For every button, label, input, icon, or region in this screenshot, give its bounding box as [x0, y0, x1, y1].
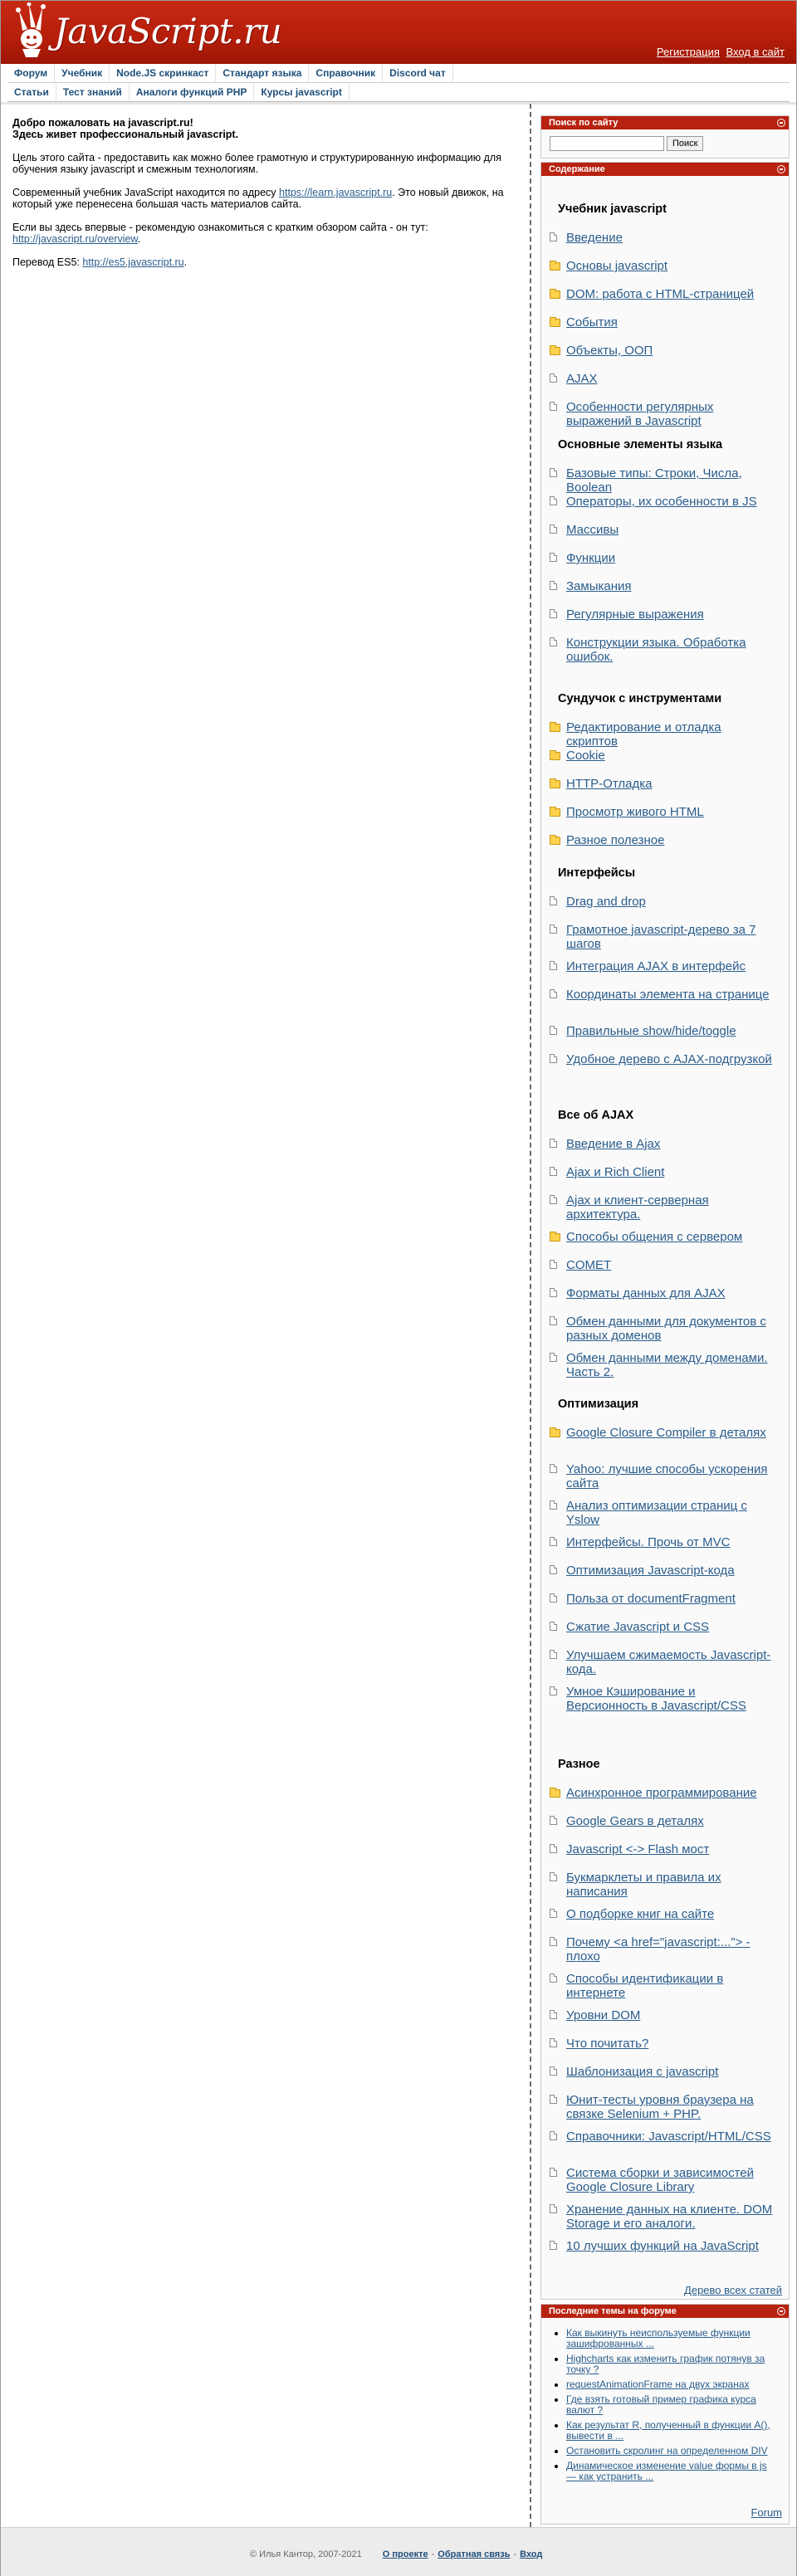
copyright: © Илья Кантор, 2007-2021 — [250, 2549, 362, 2559]
folder-icon — [550, 1233, 560, 1242]
forum-topic-link[interactable]: Остановить скролинг на определенном DIV — [566, 2445, 768, 2456]
toc-item-link[interactable]: 10 лучших функций на JavaScript — [566, 2239, 759, 2253]
page-icon — [550, 2168, 557, 2177]
learn-link[interactable]: https://learn.javascript.ru — [279, 187, 393, 198]
search-block — [540, 115, 790, 159]
toc-item-link[interactable]: Интеграция AJAX в интерфейс — [566, 959, 746, 973]
login-link[interactable]: Вход в сайт — [726, 46, 785, 58]
main-content — [12, 117, 519, 280]
welcome-text: Добро пожаловать на javascript.ru! Здесь живет профессиональный javascript. — [12, 117, 239, 140]
toc-item-link[interactable]: Хранение данных на клиенте. DOM Storage и его аналоги. — [566, 2203, 773, 2231]
toc-item-link[interactable]: Асинхронное программирование — [566, 1786, 757, 1800]
forum-block-header: Последние темы на форуме — [541, 2305, 789, 2318]
page-icon — [550, 553, 557, 562]
menu-item-nodejs[interactable]: Node.JS скринкаст — [110, 64, 216, 82]
toc-item-link[interactable]: Грамотное javascript-дерево за 7 шагов — [566, 923, 756, 951]
page-icon — [550, 1464, 557, 1473]
toc-item-link[interactable]: Cookie — [566, 749, 605, 763]
menu-item-tutorial[interactable]: Учебник — [55, 64, 110, 82]
page-icon — [550, 1650, 557, 1659]
collapse-icon[interactable] — [777, 165, 785, 173]
menu-item-reference[interactable]: Справочник — [309, 64, 383, 82]
page-icon — [550, 1937, 557, 1946]
toc-item-link[interactable]: Операторы, их особенности в JS — [566, 495, 757, 509]
toc-item-link[interactable]: Букмарклеты и правила их написания — [566, 1871, 721, 1899]
list-item — [566, 2420, 789, 2442]
page-icon — [550, 496, 557, 505]
toc-section-title: Разное — [558, 1758, 600, 1771]
toc-item-link[interactable]: Шаблонизация с javascript — [566, 2065, 719, 2079]
menu-item-articles[interactable]: Статьи — [7, 83, 56, 101]
folder-icon — [550, 262, 560, 271]
page-icon — [550, 637, 557, 646]
search-button[interactable]: Поиск — [667, 136, 703, 151]
toc-item-link[interactable]: Разное полезное — [566, 833, 665, 847]
forum-topic-link[interactable]: Как выкинуть неиспользуемые функции зашифрованных ... — [566, 2327, 751, 2349]
page-icon — [550, 232, 557, 242]
list-item — [566, 2446, 789, 2456]
page-icon — [550, 2038, 557, 2047]
toc-item-link[interactable]: Основы javascript — [566, 259, 668, 273]
site-logo[interactable] — [11, 2, 282, 61]
toc-item-link[interactable]: Справочники: Javascript/HTML/CSS — [566, 2130, 771, 2144]
overview-link[interactable]: http://javascript.ru/overview — [12, 233, 138, 245]
tutorial-paragraph: Современный учебник JavaScript находится по адресу https://learn.javascript.ru. Это новый движок, на который уже перенесена большая часть материалов сайта. — [12, 187, 504, 210]
toc-item-link[interactable]: Регулярные выражения — [566, 607, 704, 622]
folder-icon — [550, 1789, 560, 1798]
overview-paragraph: Если вы здесь впервые - рекомендую ознакомиться с кратким обзором сайта - он тут: http://javascript.ru/overview. — [12, 222, 428, 245]
register-link[interactable]: Регистрация — [656, 46, 720, 58]
toc-item-link[interactable]: Замыкания — [566, 579, 632, 593]
toc-item-link[interactable]: Удобное дерево с AJAX-подгрузкой — [566, 1052, 772, 1066]
toc-item-link[interactable]: Функции — [566, 551, 616, 565]
menu-item-quiz[interactable]: Тест знаний — [56, 83, 130, 101]
page-icon — [550, 2010, 557, 2019]
toc-section-title: Оптимизация — [558, 1398, 639, 1411]
toc-item-link[interactable]: Почему <a href="javascript:..."> - плохо — [566, 1935, 751, 1964]
toc-item-link[interactable]: Сжатие Javascript и CSS — [566, 1620, 710, 1634]
folder-icon — [550, 1429, 560, 1437]
menu-divider — [1, 102, 796, 105]
column-divider — [530, 104, 531, 2527]
toc-item-link[interactable]: Google Gears в деталях — [566, 1814, 704, 1828]
site-footer: © Илья Кантор, 2007-2021 О проекте - Обратная связь - Вход — [1, 2527, 796, 2576]
forum-topic-link[interactable]: Где взять готовый пример графика курса валют ? — [566, 2393, 756, 2416]
menu-item-forum[interactable]: Форум — [7, 64, 55, 82]
jester-hat-icon — [11, 2, 57, 61]
search-input[interactable] — [550, 136, 664, 151]
page-icon — [550, 989, 557, 998]
folder-icon — [550, 780, 560, 788]
toc-item-link[interactable]: Правильные show/hide/toggle — [566, 1024, 736, 1038]
page-icon — [550, 1593, 557, 1603]
page-icon — [550, 1139, 557, 1148]
page-icon — [550, 1537, 557, 1546]
toc-item-link[interactable]: HTTP-Отладка — [566, 777, 653, 791]
page-icon — [550, 1844, 557, 1853]
toc-item-link[interactable]: Координаты элемента на странице — [566, 988, 770, 1002]
toc-item-link[interactable]: Уровни DOM — [566, 2008, 641, 2022]
forum-topic-list — [541, 2328, 789, 2482]
page-icon — [550, 1816, 557, 1825]
toc-item-link[interactable]: Способы общения с сервером — [566, 1230, 743, 1244]
forum-link[interactable]: Forum — [751, 2506, 782, 2519]
page-icon — [550, 468, 557, 477]
secondary-menu — [7, 83, 790, 102]
site-header — [1, 1, 796, 64]
menu-item-discord[interactable]: Discord чат — [383, 64, 453, 82]
toc-item-link[interactable]: Объекты, ООП — [566, 344, 653, 358]
page-icon — [550, 2241, 557, 2250]
page-icon — [550, 961, 557, 970]
page-icon — [550, 1622, 557, 1631]
page-icon — [550, 1195, 557, 1204]
toc-item-link[interactable]: Yahoo: лучшие способы ускорения сайта — [566, 1462, 768, 1490]
page-icon — [550, 581, 557, 590]
page-icon — [550, 609, 557, 618]
list-item — [566, 2354, 789, 2375]
feedback-link[interactable]: Обратная связь — [438, 2549, 511, 2559]
collapse-icon[interactable] — [777, 119, 785, 127]
toc-item-link[interactable]: Юнит-тесты уровня браузера на связке Selenium + PHP. — [566, 2093, 754, 2121]
toc-item-link[interactable]: Google Closure Compiler в деталях — [566, 1426, 766, 1440]
toc-item-link[interactable]: Система сборки и зависимостей Google Closure Library — [566, 2166, 755, 2194]
toc-item-link[interactable]: Drag and drop — [566, 895, 646, 909]
logo-text: JavaScript.ru — [54, 11, 282, 51]
page-icon — [550, 1973, 557, 1983]
primary-menu — [7, 64, 790, 83]
folder-icon — [550, 347, 560, 355]
toc-item-link[interactable]: Редактирование и отладка скриптов — [566, 720, 721, 749]
page-icon — [550, 1054, 557, 1063]
footer-login-link[interactable]: Вход — [520, 2549, 543, 2559]
folder-icon — [550, 290, 560, 299]
collapse-icon[interactable] — [777, 2307, 785, 2315]
toc-item-link[interactable]: Базовые типы: Строки, Числа, Boolean — [566, 466, 742, 495]
page-icon — [550, 1500, 557, 1510]
folder-icon — [550, 808, 560, 817]
toc-item-link[interactable]: Javascript <-> Flash мост — [566, 1842, 710, 1856]
toc-item-link[interactable]: Просмотр живого HTML — [566, 805, 704, 819]
toc-item-link[interactable]: События — [566, 315, 618, 329]
menu-item-standard[interactable]: Стандарт языка — [216, 64, 309, 82]
forum-topic-link[interactable]: Как результат R, полученный в функции A(), вывести в ... — [566, 2419, 770, 2442]
page-icon — [550, 373, 557, 383]
toc-item-link[interactable]: Интерфейсы. Прочь от MVC — [566, 1535, 731, 1549]
es5-link[interactable]: http://es5.javascript.ru — [82, 256, 184, 268]
toc-item-link[interactable]: Массивы — [566, 523, 619, 537]
toc-item-link[interactable]: Ajax и Rich Client — [566, 1165, 665, 1179]
toc-item-link[interactable]: Введение — [566, 231, 623, 245]
toc-item-link[interactable]: AJAX — [566, 372, 598, 386]
toc-item-link[interactable]: Ajax и клиент-серверная архитектура. — [566, 1193, 709, 1222]
page-icon — [550, 2095, 557, 2104]
page-icon — [550, 1353, 557, 1362]
all-articles-link[interactable]: Дерево всех статей — [684, 2284, 782, 2296]
toc-item-link[interactable]: Форматы данных для AJAX — [566, 1286, 726, 1300]
page-icon — [550, 925, 557, 934]
toc-section-title: Учебник javascript — [558, 202, 667, 216]
list-item — [566, 2394, 789, 2416]
toc-item-link[interactable]: Обмен данными между доменами. Часть 2. — [566, 1351, 768, 1379]
page-icon — [550, 1288, 557, 1297]
toc-block — [540, 162, 790, 2300]
menu-item-courses[interactable]: Курсы javascript — [254, 83, 349, 101]
toc-item-link[interactable]: Способы идентификации в интернете — [566, 1972, 724, 2000]
list-item — [566, 2379, 789, 2390]
search-block-header: Поиск по сайту — [541, 116, 789, 129]
toc-item-link[interactable]: Обмен данными для документов с разных доменов — [566, 1315, 766, 1343]
toc-section-title: Основные элементы языка — [558, 438, 723, 451]
page-icon — [550, 896, 557, 905]
page-icon — [550, 1872, 557, 1881]
toc-item-link[interactable]: DOM: работа с HTML-страницей — [566, 287, 755, 301]
page-icon — [550, 1026, 557, 1035]
page-icon — [550, 2204, 557, 2213]
page-icon — [550, 524, 557, 534]
toc-item-link[interactable]: Улучшаем сжимаемость Javascript-кода. — [566, 1648, 771, 1676]
folder-icon — [550, 837, 560, 845]
forum-topic-link[interactable]: Динамическое изменение value формы в js — как устранить ... — [566, 2460, 767, 2482]
toc-item-link[interactable]: Особенности регулярных выражений в Javascript — [566, 400, 714, 428]
toc-section-title: Сундучок с инструментами — [558, 692, 722, 705]
about-link[interactable]: О проекте — [382, 2549, 428, 2559]
es5-paragraph: Перевод ES5: http://es5.javascript.ru. — [12, 256, 188, 268]
page-icon — [550, 1909, 557, 1918]
toc-section-title: Интерфейсы — [558, 866, 636, 880]
folder-icon — [550, 724, 560, 732]
toc-item-link[interactable]: Что почитать? — [566, 2037, 649, 2051]
forum-topic-link[interactable]: Highcharts как изменить график потянув за точку ? — [566, 2353, 765, 2375]
toc-block-header: Содержание — [541, 163, 789, 176]
purpose-text: Цель этого сайта - предоставить как можно более грамотную и структурированную информацию для обучения языку javascript и смежным технологиям. — [12, 152, 501, 175]
page-icon — [550, 402, 557, 411]
toc-item-link[interactable]: Анализ оптимизации страниц с Yslow — [566, 1499, 747, 1527]
page-icon — [550, 1167, 557, 1176]
forum-topic-link[interactable]: requestAnimationFrame на двух экранах — [566, 2378, 750, 2390]
toc-item-link[interactable]: Конструкции языка. Обработка ошибок. — [566, 636, 746, 664]
toc-item-link[interactable]: COMET — [566, 1258, 612, 1272]
list-item — [566, 2328, 789, 2349]
page-icon — [550, 1316, 557, 1325]
menu-item-php-analogs[interactable]: Аналоги функций PHP — [130, 83, 255, 101]
page-icon — [550, 1260, 557, 1269]
page-icon — [550, 2131, 557, 2140]
auth-links — [653, 46, 785, 58]
toc-item-link[interactable]: Оптимизация Javascript-кода — [566, 1564, 735, 1578]
page-icon — [550, 1686, 557, 1695]
folder-icon — [550, 319, 560, 327]
forum-block — [540, 2304, 790, 2525]
toc-item-link[interactable]: Польза от documentFragment — [566, 1592, 736, 1606]
toc-item-link[interactable]: О подборке книг на сайте — [566, 1907, 715, 1921]
toc-item-link[interactable]: Умное Кэширование и Версионность в Javascript/CSS — [566, 1685, 746, 1713]
folder-icon — [550, 752, 560, 760]
page-icon — [550, 2066, 557, 2076]
toc-item-link[interactable]: Введение в Ajax — [566, 1137, 661, 1151]
page-icon — [550, 1565, 557, 1574]
list-item — [566, 2461, 789, 2482]
toc-section-title: Все об AJAX — [558, 1109, 634, 1122]
